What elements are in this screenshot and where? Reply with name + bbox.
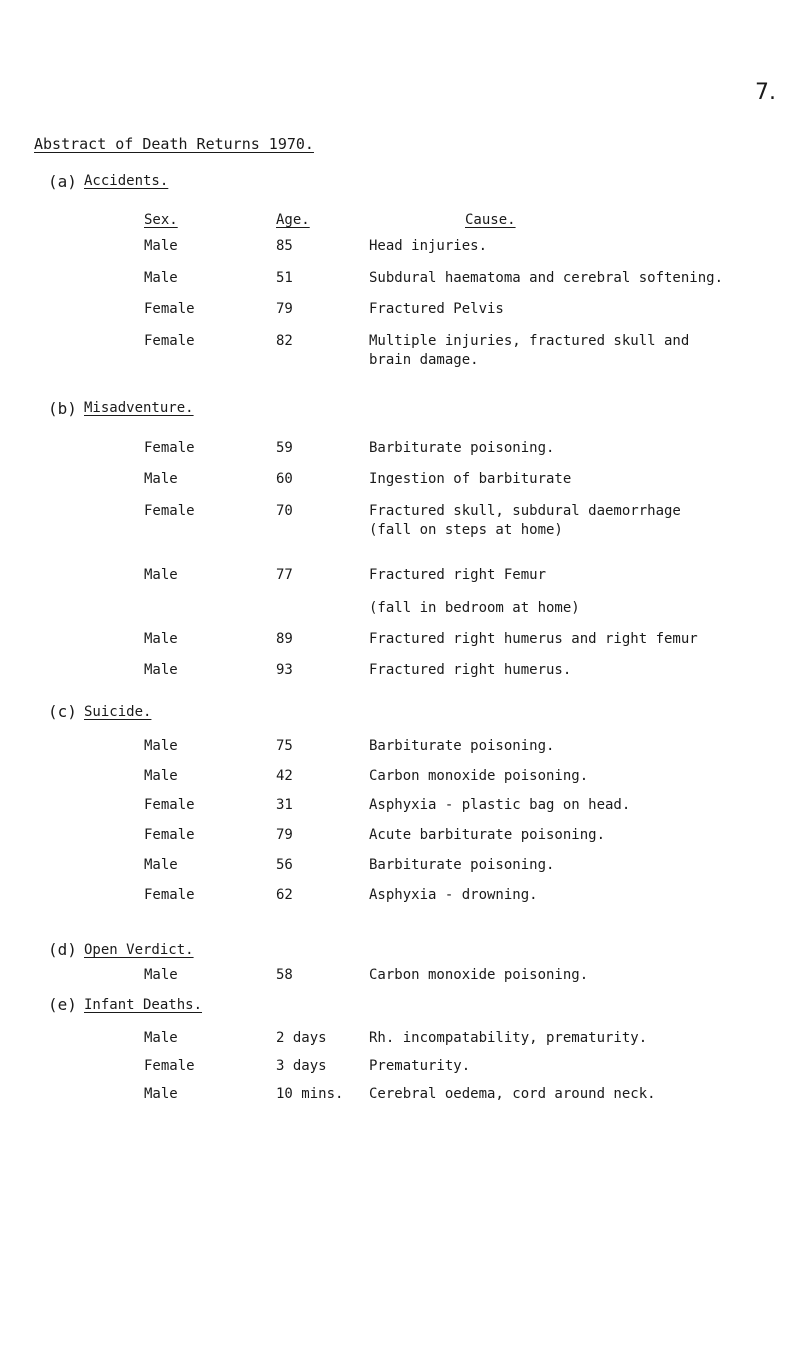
row-sex: Female bbox=[144, 333, 195, 349]
row-sex: Male bbox=[144, 738, 178, 754]
row-sex: Male bbox=[144, 967, 178, 983]
row-cause: Prematurity. bbox=[369, 1058, 471, 1074]
row-cause: Cerebral oedema, cord around neck. bbox=[369, 1086, 656, 1102]
row-cause: Subdural haematoma and cerebral softening. bbox=[369, 270, 724, 286]
row-cause: Ingestion of barbiturate bbox=[369, 471, 572, 487]
row-age: 93 bbox=[276, 662, 293, 678]
row-age: 3 days bbox=[276, 1058, 327, 1074]
row-cause bbox=[369, 503, 681, 538]
section-letter-d: (d) bbox=[48, 940, 77, 959]
row-cause: Barbiturate poisoning. bbox=[369, 738, 555, 754]
row-age: 60 bbox=[276, 471, 293, 487]
row-sex: Male bbox=[144, 1086, 178, 1102]
row-age: 2 days bbox=[276, 1030, 327, 1046]
row-cause: Fractured right humerus. bbox=[369, 662, 572, 678]
row-cause-line1: Fractured skull, subdural daemorrhage bbox=[369, 503, 681, 519]
row-sex: Male bbox=[144, 662, 178, 678]
column-header-sex: Sex. bbox=[144, 212, 178, 228]
row-sex: Male bbox=[144, 238, 178, 254]
row-cause: Barbiturate poisoning. bbox=[369, 857, 555, 873]
row-age: 59 bbox=[276, 440, 293, 456]
section-letter-e: (e) bbox=[48, 995, 77, 1014]
row-cause: (fall in bedroom at home) bbox=[369, 600, 580, 616]
section-letter-c: (c) bbox=[48, 702, 77, 721]
row-sex: Male bbox=[144, 857, 178, 873]
section-heading-suicide: Suicide. bbox=[84, 704, 152, 720]
row-cause: Asphyxia - plastic bag on head. bbox=[369, 797, 631, 813]
row-age: 75 bbox=[276, 738, 293, 754]
row-age: 10 mins. bbox=[276, 1086, 344, 1102]
row-cause bbox=[369, 333, 689, 368]
column-header-age: Age. bbox=[276, 212, 310, 228]
column-header-cause: Cause. bbox=[465, 212, 516, 228]
section-heading-misadventure: Misadventure. bbox=[84, 400, 194, 416]
row-sex: Male bbox=[144, 768, 178, 784]
row-age: 89 bbox=[276, 631, 293, 647]
row-cause-line2: brain damage. bbox=[369, 352, 479, 368]
row-cause: Carbon monoxide poisoning. bbox=[369, 967, 589, 983]
row-age: 51 bbox=[276, 270, 293, 286]
row-sex: Male bbox=[144, 1030, 178, 1046]
row-sex: Female bbox=[144, 503, 195, 519]
row-sex: Male bbox=[144, 471, 178, 487]
section-heading-accidents: Accidents. bbox=[84, 173, 169, 189]
row-cause-line2: (fall on steps at home) bbox=[369, 522, 563, 538]
page-title: Abstract of Death Returns 1970. bbox=[34, 135, 314, 153]
row-cause-line1: Multiple injuries, fractured skull and bbox=[369, 333, 690, 349]
row-age: 56 bbox=[276, 857, 293, 873]
row-cause: Fractured Pelvis bbox=[369, 301, 504, 317]
row-age: 70 bbox=[276, 503, 293, 519]
row-cause: Asphyxia - drowning. bbox=[369, 887, 538, 903]
row-cause: Fractured right humerus and right femur bbox=[369, 631, 698, 647]
row-age: 79 bbox=[276, 827, 293, 843]
section-letter-a: (a) bbox=[48, 172, 77, 191]
row-sex: Female bbox=[144, 440, 195, 456]
section-heading-infant-deaths: Infant Deaths. bbox=[84, 997, 203, 1013]
row-age: 62 bbox=[276, 887, 293, 903]
row-age: 82 bbox=[276, 333, 293, 349]
row-age: 42 bbox=[276, 768, 293, 784]
row-age: 77 bbox=[276, 567, 293, 583]
row-cause: Head injuries. bbox=[369, 238, 488, 254]
row-sex: Male bbox=[144, 270, 178, 286]
row-sex: Male bbox=[144, 567, 178, 583]
row-sex: Female bbox=[144, 797, 195, 813]
row-sex: Female bbox=[144, 827, 195, 843]
row-age: 31 bbox=[276, 797, 293, 813]
row-age: 85 bbox=[276, 238, 293, 254]
row-sex: Female bbox=[144, 301, 195, 317]
row-age: 79 bbox=[276, 301, 293, 317]
section-letter-b: (b) bbox=[48, 399, 77, 418]
page-number: 7. bbox=[755, 80, 776, 105]
row-sex: Male bbox=[144, 631, 178, 647]
row-cause: Rh. incompatability, prematurity. bbox=[369, 1030, 648, 1046]
row-cause: Barbiturate poisoning. bbox=[369, 440, 555, 456]
row-sex: Female bbox=[144, 1058, 195, 1074]
row-age: 58 bbox=[276, 967, 293, 983]
row-cause: Fractured right Femur bbox=[369, 567, 547, 583]
section-heading-open-verdict: Open Verdict. bbox=[84, 942, 194, 958]
row-cause: Carbon monoxide poisoning. bbox=[369, 768, 589, 784]
row-cause: Acute barbiturate poisoning. bbox=[369, 827, 606, 843]
row-sex: Female bbox=[144, 887, 195, 903]
